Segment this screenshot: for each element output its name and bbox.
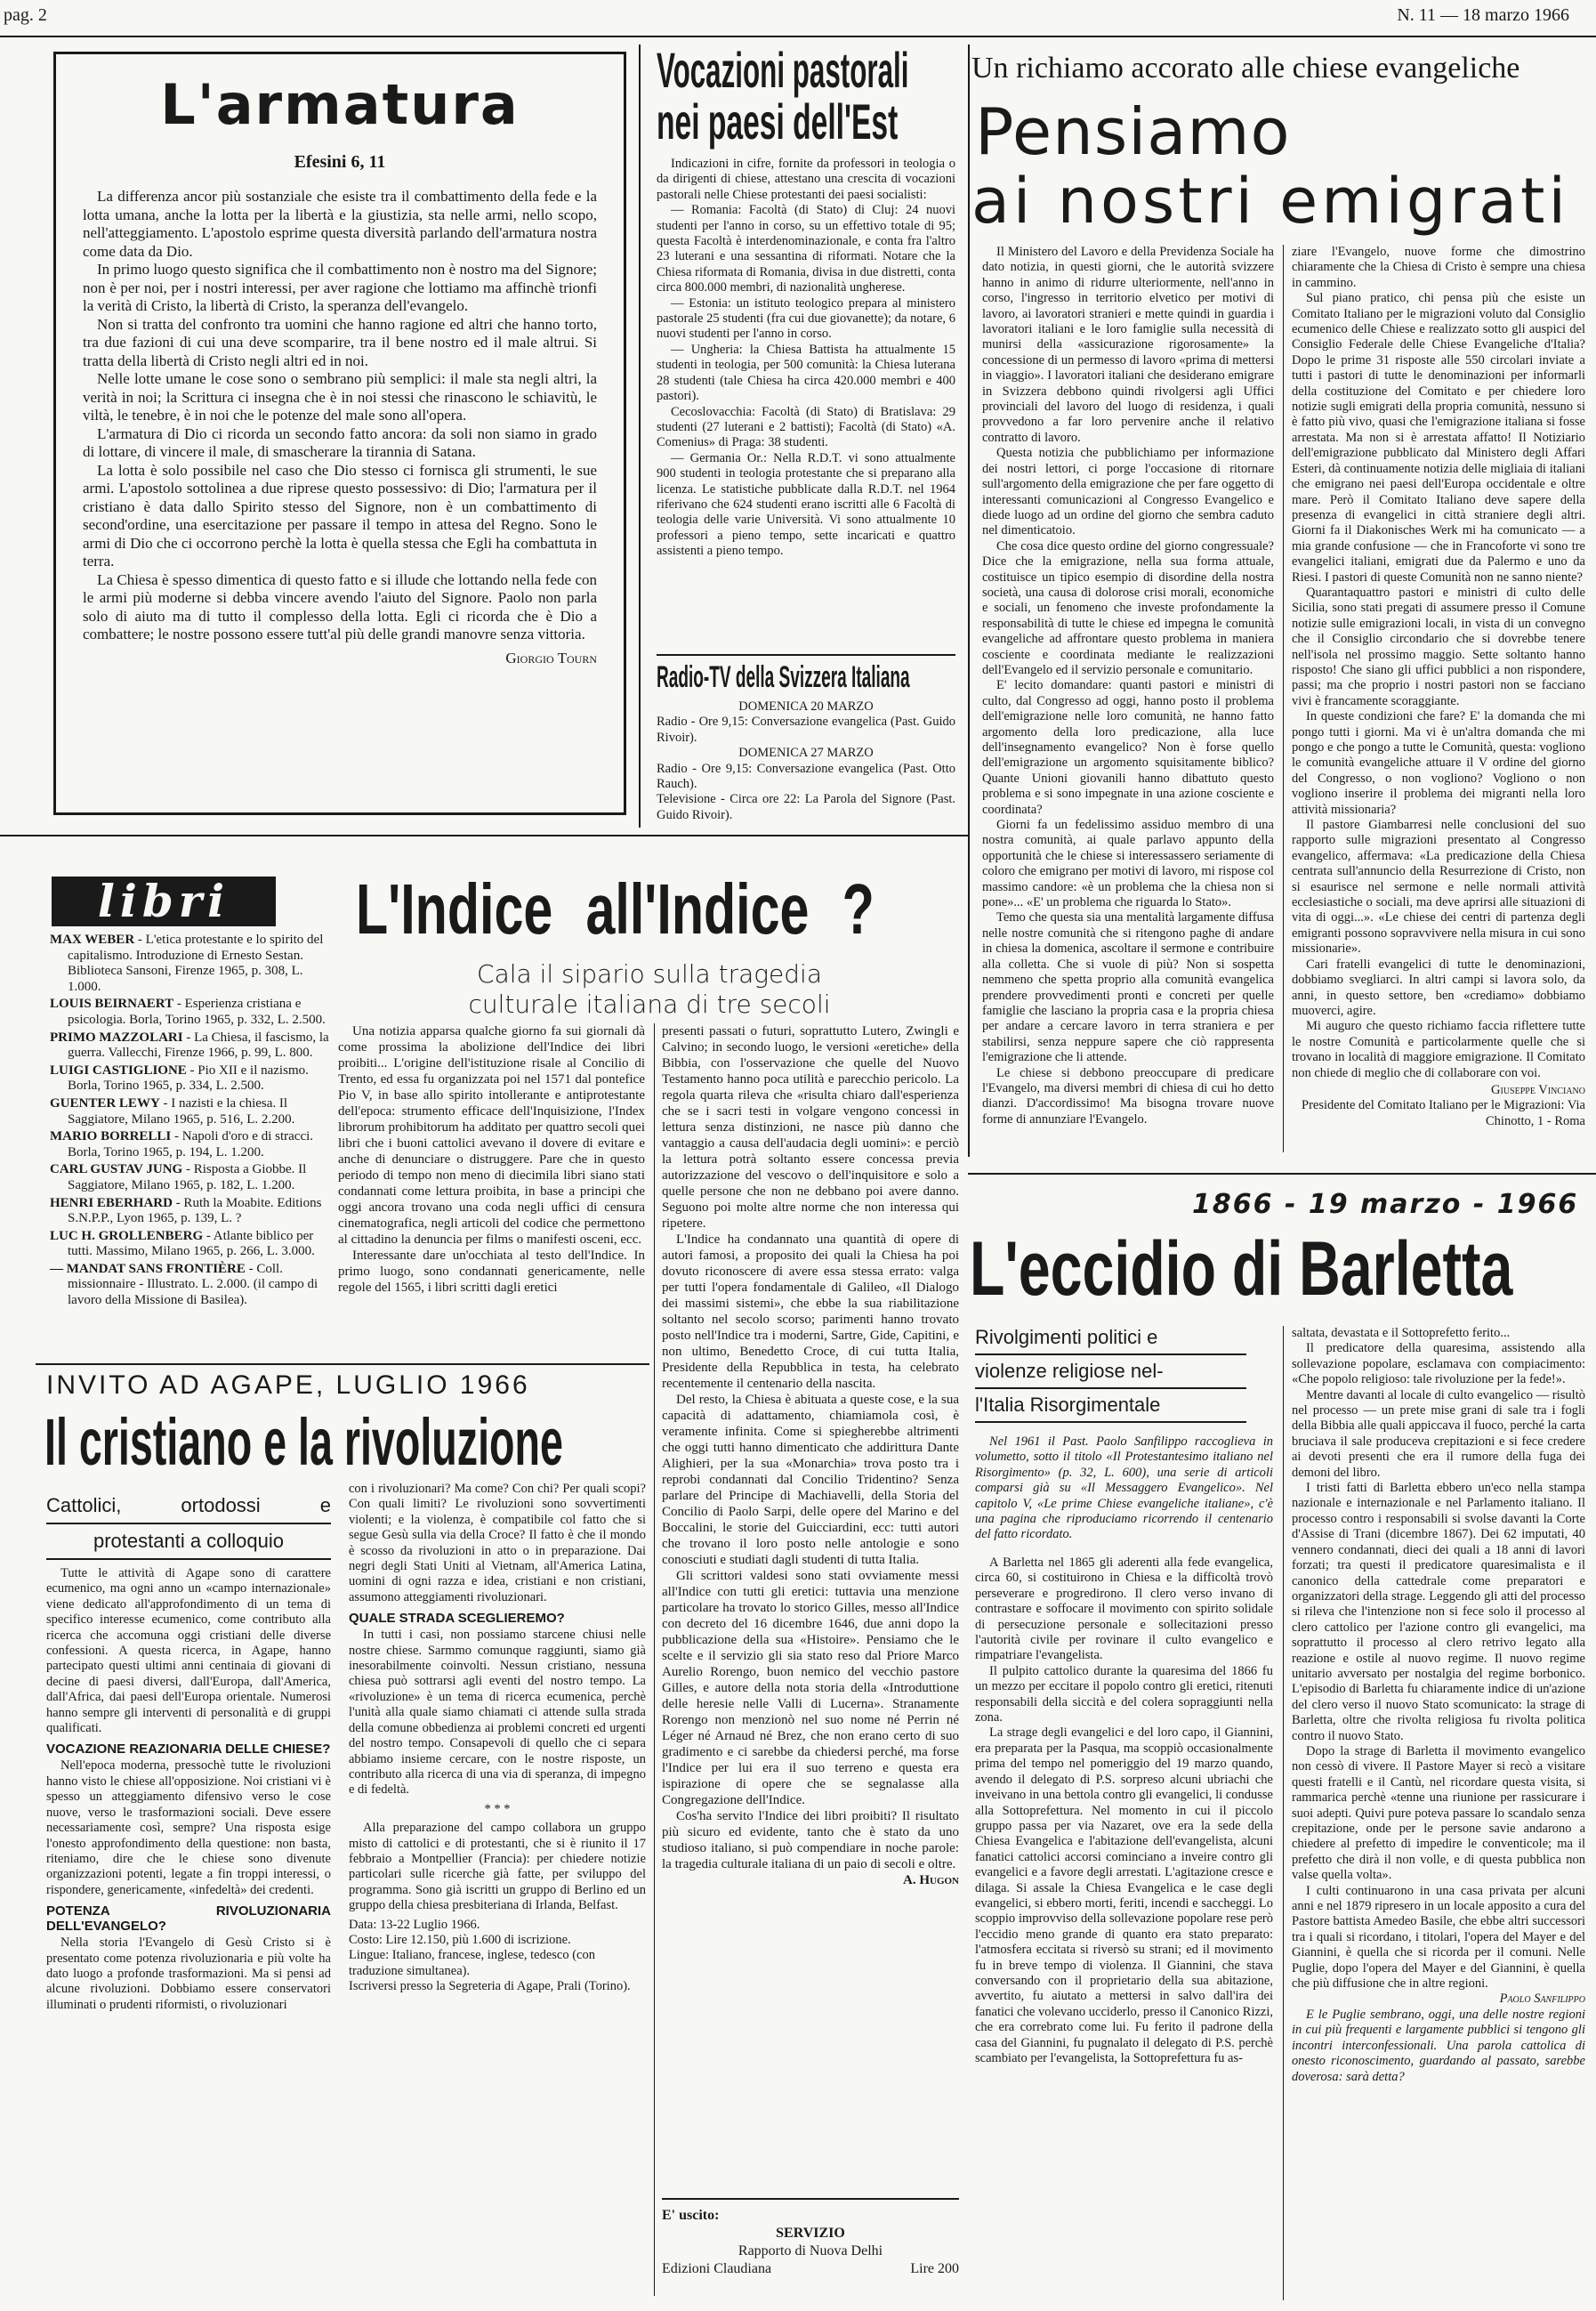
section-rule <box>0 835 968 836</box>
paragraph: — Ungheria: la Chiesa Battista ha attualmente 15 studenti in teologia, per 500 comunità: la Chiesa luterana 28 studenti (tale Chiesa ha circa 420.000 membri e 400 pastori). <box>657 342 955 404</box>
book-item: PRIMO MAZZOLARI - La Chiesa, il fascismo, la guerra. Vallecchi, Firenze 1966, p. 99, L. 800. <box>50 1030 329 1061</box>
agape-subtitle-2: protestanti a colloquio <box>46 1524 331 1560</box>
paragraph: Le chiese si debbono preoccupare di predicare l'Evangelo, ma diversi membri di chiesa di cui ho detto dianzi. D'accordissimo! Ma bisogna trovare nuove forme di annunziare l'Evangelo. <box>982 1065 1274 1127</box>
radio-date: DOMENICA 20 MARZO <box>738 699 874 714</box>
paragraph: presenti passati o futuri, soprattutto Lutero, Zwingli e Calvino; in secondo luogo, le versioni «eretiche» della Bibbia, con l'osservazione che quelle del Nuovo Testamento hanno poca utilità e parecchio pericolo. La regola quarta rileva che «risulta chiaro dall'esperienza che se i sacri testi in volgare vengono concessi in lettura senza distinzioni, ne nasce più danno che vantaggio a causa dell'audacia degli uomini»: e perciò la lettura potrà soltanto essere concessa previa autorizzazione del vescovo o dell'inquisitore e solo a quelle persone che non ne debbano poi avere danno. Seguono poi molte altre norme che non interessa qui ripetere. <box>662 1024 959 1231</box>
paragraph: E' lecito domandare: quanti pastori e ministri di culto, dal Congresso ad oggi, hanno posto il problema dell'emigrazione nelle loro comunità, ne hanno fatto argomento della loro predicazione, alla luce dell'insegnamento evangelico? Non è forse quello dell'emigrazione un argomento squisitamente biblico? Quante Unioni giovanili hanno dibattuto questo problema e si sono impegnate in una azione cosciente e coordinata? <box>982 678 1274 817</box>
emigrati-col2 <box>1292 245 1585 1129</box>
radio-title: Radio-TV della Svizzera Italiana <box>657 660 910 694</box>
paragraph: saltata, devastata e il Sottoprefetto ferito... <box>1292 1326 1511 1340</box>
paragraph: Quarantaquattro pastori e ministri di culto delle Sicilia, sono stati pregati di assumere presso il Comune notizie sulle emigrazioni locali, in vista di un convegno che il Consiglio circondario che si dovrebbe tenere nell'isola nel prossimo maggio. Sette soltanto hanno risposto! Che siano gli uffici pubblici a non rispondere, passi; ma che proprio i nostri pastori non se facciano vivi è francamente scoraggiante. <box>1292 585 1585 708</box>
barletta-col2 <box>1292 1326 1585 2085</box>
emigrati-title-2: ai nostri emigrati <box>971 165 1569 238</box>
paragraph: L'Indice ha condannato una quantità di opere di autori famosi, a proposito dei quali la Chiesa ha poi dovuto riconoscere di avere essa stessa errato: valga per tutti l'opera fondamentale di Galileo, «Il Dialogo dei massimi sistemi», che ebbe la sua riabilitazione soltanto nel secolo scorso; parimenti hanno trovato posto nell'Indice tra i moderni, Sartre, Gide, Capitini, e non ultimo, Benedetto Croce, di cui tutta Italia, Presidente della Repubblica in testa, ha celebrato recentemente il centenario della nascita. <box>662 1232 959 1391</box>
agape-info-line: Lingue: Italiano, francese, inglese, tedesco (con traduzione simultanea). <box>349 1948 595 1978</box>
barletta-title-block <box>970 1228 1592 1310</box>
paragraph: La lotta è solo possibile nel caso che Dio stesso ci fornisca gli strumenti, le sue armi. L'apostolo sottolinea a due riprese questo possessivo: di Dio; l'armatura per il cristiano è data dallo Spirito stesso del Signore, non è un combattimento di second'ordine, una esercitazione per passare il tempo in attesa del Regno. Sono le armi di Dio che ci occorrono perchè la lotta è quella stessa che Egli ha combattuta in terra. <box>83 461 597 570</box>
paragraph: Il predicatore della quaresima, assistendo alla sollevazione popolare, esclamava con compiacimento: «Che popolo religioso: tale rivoluzione per la fede!». <box>1292 1341 1585 1387</box>
paragraph: Il pulpito cattolico durante la quaresima del 1866 fu un mezzo per eccitare il popolo contro gli eretici, ritenuti responsabili della siccità e del colera sopraggiunti nella zona. <box>975 1663 1273 1725</box>
paragraph: Che cosa dice questo ordine del giorno congressuale? Dice che la emigrazione, nella sua forma attuale, costituisce un tipico esempio di disordine della nostra società, una causa di dolorose crisi morali, economiche e sociali, un fenomeno che investe profondamente la responsabilità di tutte le chiese ed impegna le comunità evangeliche ad affrontare questo problema in maniera cosciente e coordinata mediante le realizzazioni dell'Evangelo ed il servizio personale e comunitario. <box>982 538 1274 677</box>
paragraph: I culti continuarono in una casa privata per alcuni anni e nel 1879 ripresero in un locale apposito a cura del Pastore battista Amedeo Basile, che ebbe altri successori tra i quali si ricordano, i titolari, l'opera del Mayer e del Giannini, è quella che si ricorda per il comuni. Nelle Puglie, dopo l'opera del Mayer e del Giannini, è quella che più diffusione che in altre regioni. <box>1292 1883 1585 1992</box>
indice-signature: A. Hugon <box>903 1873 959 1887</box>
paragraph: Dopo la strage di Barletta il movimento evangelico non cessò di vivere. Il Pastore Mayer si recò a visitare questi fratelli e il Cantù, nel ricordare questa visita, si rammarica perchè «tenne una riunione per rassicurare i suoi adepti. Quivi pure poteva passare lo scandalo senza crepitazione, onde per le persone savie andarono a chiedere al prefetto di impedire le conventicole; ma il prefetto che dirà il non volle, e di questa pubblica non valse quella volta». <box>1292 1743 1585 1883</box>
book-item: MAX WEBER - L'etica protestante e lo spirito del capitalismo. Introduzione di Ernesto Sestan. Biblioteca Sansoni, Firenze 1965, p. 308, L. 1.000. <box>50 933 324 994</box>
paragraph: — Romania: Facoltà (di Stato) di Cluj: 24 nuovi studenti per l'anno in corso, su un effettivo totale di 95; questa Facoltà è interdenominazionale, e conta fra l'altro 23 luterani e una sessantina di riformati. Notare che la Chiesa riformata di Romania, divisa in due distretti, conta circa 800.000 membri, di nazionalità ungherese. <box>657 203 955 295</box>
uscito-block <box>662 2207 959 2278</box>
emigrati-signature-note: Presidente del Comitato Italiano per le Migrazioni: Via Chinotto, 1 - Roma <box>1302 1098 1585 1128</box>
paragraph: La strage degli evangelici e del loro capo, il Giannini, era preparata per la Pasqua, ma scoppiò occasionalmente prima del tempo nel pomeriggio del 19 marzo quando, avendo il delegato di P.S. sorpreso alcuni ubriachi che inveivano in una bettola contro gli evangelici, li condusse alla Sottoprefettura. Nel momento in cui il piccolo gruppo passa per via Nazaret, ove era la sede della Chiesa Evangelica e l'abitazione dell'evangelista, alcuni fanatici cattolici accorsi cominciano a inveire contro gli evangelici e a favore degli arrestati. L'agitazione cresce e dilaga. Si assale la Chiesa Evangelica e le case degli evangelici, si ebbero morti, feriti, incendi e saccheggi. Lo scoppio improvviso della sollevazione popolare rese però l'eccidio meno grande di quanto era stato preparato: l'atmosfera eccitata si riversò su strani; ed il movimento fu in breve tempo di violenza. Il Giannini, che stava conversando con il proprietario della sua abitazione, avvertito, fu aiutato a mettersi in salvo dall'ira dei fanatici che volevano ucciderlo, presso il Canonico Rizzi, che era correbrato come lui. Fu ferito il padrone della casa del Giannini, fu pugnalato il delegato di P.S. perchè scambiato per l'evangelista, la Sottoprefettura fu as- <box>975 1725 1273 2065</box>
section-rule <box>968 1173 1596 1175</box>
barletta-subtitle-3: l'Italia Risorgimentale <box>975 1389 1246 1423</box>
agape-info-line: Iscriversi presso la Segreteria di Agape, Prali (Torino). <box>349 1979 631 1994</box>
radio-line: Televisione - Circa ore 22: La Parola del Signore (Past. Guido Rivoir). <box>657 792 955 822</box>
column-rule <box>1283 1326 1284 2300</box>
uscito-price: Lire 200 <box>910 2261 959 2276</box>
barletta-signature: Paolo Sanfilippo <box>1499 1992 1585 2007</box>
paragraph: ziare l'Evangelo, nuove forme che dimostrino chiaramente che la Chiesa di Cristo è sempre una chiesa in cammino. <box>1292 245 1585 290</box>
paragraph: Cos'ha servito l'Indice dei libri proibiti? Il risultato più sicuro ed evidente, tanto che è stato da uno studioso italiano, si può compendiare in noche parole: la tragedia culturale italiana di un paio di secoli e oltre. <box>662 1809 959 1871</box>
page-number: pag. 2 <box>4 5 47 25</box>
radio-title-block <box>657 660 955 696</box>
paragraph: Sul piano pratico, chi pensa più che esiste un Comitato Italiano per le migrazioni voluto dal Consiglio ecumenico delle Chiese e realizzato sotto gli auspici del Consiglio Federale delle Chiese Evangeliche d'Italia? Dopo le prime 31 risposte alle 550 circolari inviate a tutti i pastori di tutte le denominazioni per informarli della costituzione del Comitato e per chiedere loro notizie sugli emigrati della propria comunità, nessuno si è fatto più vivo, quasi che l'emigrazione italiana si fosse arrestata. Ma non si è arrestata affatto! Il Notiziario dell'emigrazione pubblicato dal Ministero degli Affari Esteri, dà continuamente notizia delle migliaia di italiani che emigrano nei paesi dell'Europa occidentale e oltre mare. Però il Comitato Italiano deve sapere della presenza di evangelici in città straniere degli altri. Giorni fa il Diakonisches Werk mi ha comunicato — a mia grande confusione — che in Francoforte vi sono tre evangelici italiani, emigrati due da Palermo e uno da Riesi. I pastori di queste Comunità non ne sanno niente? <box>1292 291 1585 585</box>
indice-col1 <box>338 1023 645 1296</box>
armatura-body <box>83 188 597 667</box>
separator-stars: * * * <box>484 1801 511 1816</box>
agape-title-block <box>44 1408 649 1479</box>
column-rule <box>1283 245 1284 1152</box>
paragraph: — Estonia: un istituto teologico prepara al ministero pastorale 25 studenti (fra cui due giovanette); da notare, 6 nuovi studenti per l'anno in corso. <box>657 295 955 342</box>
agape-heading: POTENZA RIVOLUZIONARIA DELL'EVANGELO? <box>46 1903 331 1935</box>
barletta-subtitle-1: Rivolgimenti politici e <box>975 1321 1246 1355</box>
radio-line: Radio - Ore 9,15: Conversazione evangelica (Past. Otto Rauch). <box>657 761 955 792</box>
paragraph: Cari fratelli evangelici di tutte le denominazioni, dobbiamo svegliarci. In altri campi si lavora solo, da anni, in questo settore, ben «crediamo» dobbiamo muoverci, agire. <box>1292 957 1585 1018</box>
paragraph: Mentre davanti al locale di culto evangelico — risultò nel processo — un prete mise grani di sale tra i fogli della Bibbia alle quali appiccava il fuoco, perché la carta bruciava il sale produceva crepitazioni e si fece credere ai devoti presenti che era il rumore della fuga dei demoni del libro. <box>1292 1387 1585 1480</box>
paragraph: Alla preparazione del campo collabora un gruppo misto di cattolici e di protestanti, che si è riunito il 17 febbraio a Montpellier (Francia): per chiedere notizie particolari sulle ricerche già fatte, per sviluppo del programma. Sono già iscritti un gruppo di Berlino ed un gruppo della chiesa presbiteriana di Irlanda, Belfast. <box>349 1821 646 1913</box>
paragraph: L'armatura di Dio ci ricorda un secondo fatto ancora: da soli non siamo in grado di lottare, di vincere il male, di smascherare la tirannia di Satana. <box>83 424 597 460</box>
agape-info-line: Costo: Lire 12.150, più 1.600 di iscrizione. <box>349 1932 571 1947</box>
libri-logo: libri <box>52 877 276 926</box>
radio-date: DOMENICA 27 MARZO <box>738 746 874 761</box>
paragraph: La Chiesa è spesso dimentica di questo fatto e si illude che lottando nella fede con le armi più moderne si debba vincere avendo l'aiuto del Signore. Paolo non parla solo di aiuto ma di tutto il complesso della lotta. Egli ci ricorda che è Dio a combattere; le nostre possono essere tutt'al più delle grandi manovre senza vittoria. <box>83 570 597 642</box>
indice-subtitle-2: culturale italiana di tre secoli <box>468 990 831 1019</box>
paragraph: Indicazioni in cifre, fornite da professori in teologia o da dirigenti di chiese, attestano una crescita di vocazioni pastorali nelle Chiese protestanti dei paesi socialisti: <box>657 157 955 202</box>
paragraph: La differenza ancor più sostanziale che esiste tra il combattimento della fede e la lotta umana, anche la lotta per la libertà e la giustizia, sta nelle armi, nello scopo, nell'atteggiamento. L'apostolo esprime questa diversità parlando dell'armatura nostra come data da Dio. <box>83 188 597 260</box>
paragraph: Interessante dare un'occhiata al testo dell'Indice. In primo luogo, sono condannati genericamente, nelle regole del 1565, i libri scritti dagli eretici <box>338 1248 645 1295</box>
vocazioni-title-block <box>657 44 955 151</box>
emigrati-col1 <box>982 245 1274 1127</box>
agape-heading: QUALE STRADA SCEGLIEREMO? <box>349 1611 565 1627</box>
book-item: GUENTER LEWY - I nazisti e la chiesa. Il Saggiatore, Milano 1965, p. 516, L. 2.200. <box>50 1095 295 1127</box>
radio-line: Radio - Ore 9,15: Conversazione evangelica (Past. Guido Rivoir). <box>657 715 955 745</box>
agape-kicker: INVITO AD AGAPE, LUGLIO 1966 <box>46 1370 530 1400</box>
barletta-subtitle-2: violenze religiose nel- <box>975 1355 1246 1389</box>
book-item: LUIGI CASTIGLIONE - Pio XII e il nazismo. Borla, Torino 1965, p. 334, L. 2.500. <box>50 1063 309 1094</box>
uscito-pub-row <box>662 2260 959 2278</box>
armatura-box <box>53 52 626 815</box>
paragraph: Una notizia apparsa qualche giorno fa sui giornali dà come prossima la abolizione dell'Indice dei libri proibiti... L'origine dell'istituzione risale al Concilio di Trento, ed essa fu organizzata poi nel 1571 dal pontefice Pio V, in base allo spirito intollerante e antiprotestante dell'epoca: strumento efficace dell'Inquisizione, l'Index librorum prohibitorum ha additato per quattro secoli quei libri che i buoni cattolici avevano il dovere di evitare e anche di denunciare o distruggere. Pare che in questo periodo di tempo non meno di diecimila libri siano stati condannati come lettura proibita, in base a principi che oggi ancora trovano una coda negli uffici di censura cinematografica, negli articoli del codice che permettono al cittadino la denuncia per films o manifesti osceni, ecc. <box>338 1024 645 1247</box>
column-rule <box>968 44 970 1157</box>
radio-rule <box>657 654 955 656</box>
indice-subtitle-1: Cala il sipario sulla tragedia <box>477 959 822 989</box>
libri-list <box>50 933 336 1311</box>
paragraph: Nella storia l'Evangelo di Gesù Cristo si è presentato come potenza rivoluzionaria e più volte ha dato luogo a profonde trasformazioni. Ma si pensi ad alcune rivoluzioni. Dobbiamo essere conservatori illuminati o prudenti riformisti, o rivoluzionari <box>46 1935 331 2012</box>
uscito-publisher: Edizioni Claudiana <box>662 2261 772 2276</box>
uscito-title: SERVIZIO <box>776 2226 845 2241</box>
book-item: CARL GUSTAV JUNG - Risposta a Giobbe. Il Saggiatore, Milano 1965, p. 182, L. 1.200. <box>50 1162 307 1192</box>
paragraph: Il pastore Giambarresi nelle conclusioni del suo rapporto sulle migrazioni presentato al Congresso evangelico, affermava: «La predicazione della Chiesa centrata sull'annuncio della Resurrezione di Cristo, non si esaurisce nel sermone e nelle normali attività ecclesiastiche o sociali, ma deve aprirsi alle situazioni di vita di oggi...». «Le chiese dei centri di partenza degli emigranti possono sopravvivere nella misura in cui sono missionarie». <box>1292 818 1585 957</box>
barletta-subtitle <box>975 1321 1246 1423</box>
paragraph: E le Puglie sembrano, oggi, una delle nostre regioni in cui più frequenti e largamente pubblici si tengono gli incontri interconfessionali. Una parola cattolica di onesto riconoscimento, guardando al passato, sarebbe doverosa: sarà detta? <box>1292 2007 1585 2084</box>
paragraph: In primo luogo questo significa che il combattimento non è nostro ma del Signore; non è per noi, per i nostri interessi, per aver ragione che lottiamo ma affinchè trionfi la verità di Cristo, la libertà di Cristo, la speranza dell'evangelo. <box>83 261 597 314</box>
header-rule <box>0 36 1596 37</box>
book-item: HENRI EBERHARD - Ruth la Moabite. Editions S.N.P.P., Lyon 1965, p. 139, L. ? <box>50 1195 322 1226</box>
paragraph: Questa notizia che pubblichiamo per informazione dei nostri lettori, ci porge l'occasione di ritornare sull'argomento della emigrazione che per fare oggetto di interessanti comunicazioni al Congresso Evangelico e diede luogo ad un ordine del giorno che sembra caduto nel dimenticatoio. <box>982 446 1274 538</box>
agape-col2 <box>349 1482 646 1995</box>
indice-title-block <box>356 870 961 950</box>
barletta-title: L'eccidio di Barletta <box>970 1228 1513 1310</box>
paragraph: — Germania Or.: Nella R.D.T. vi sono attualmente 900 studenti in teologia protestante che si preparano alla licenza. Le statistiche pubblicate dalla R.D.T. nel 1964 riferivano che 624 studenti erano iscritti alle 6 Facoltà di teologia delle varie Università. Vi sono attualmente 10 professori a pieno tempo, sette incaricati e quattro assistenti a pieno tempo. <box>657 450 955 559</box>
paragraph: In queste condizioni che fare? E' la domanda che mi pongo tutti i giorni. Ma vi è un'altra domanda che mi pongo e che pongo a tutte le Comunità, questa: vogliono le comunità evangeliche attuare il V ordine del giorno del Congresso, o non vogliono? Vogliono o non vogliono inserire il problema dei migranti nella loro attività missionaria? <box>1292 709 1585 817</box>
uscito-label: E' uscito: <box>662 2208 720 2223</box>
agape-info <box>349 1918 646 1995</box>
barletta-col1 <box>975 1555 1273 2066</box>
vocazioni-body <box>657 157 955 560</box>
paragraph: Giorni fa un fedelissimo assiduo membro di una nostra comunità, ai quale parlavo appunto della opportunità che le chiese si interessassero seriamente di coloro che emigrano per motivi di lavoro, mi rispose col massimo candore: «è un problema che la chiesa non si pone»... «E' un problema che riguarda lo Stato». <box>982 818 1274 910</box>
paragraph: Temo che questa sia una mentalità largamente diffusa nelle nostre comunità che si ritengono paghe di andare in chiesa la domenica, ascoltare il sermone e contribuire alla colletta. Che si vuole di più? Non si sospetta nemmeno che spetta proprio alla comunità evangelica prendere provvedimenti pronti e concreti per quelle famiglie che lasciano la propria casa e la propria chiesa per andare a cercare lavoro in terra straniera e per stabilirsi, senza neppure sapere che ciò rappresenta l'emigrazione che li attende. <box>982 910 1274 1065</box>
paragraph: In tutti i casi, non possiamo starcene chiusi nelle nostre chiese. Sarmmo comunque raggiunti, siamo già inesorabilmente coinvolti. Nessun cristiano, nessuna chiesa può sottrarsi agli eventi del nostro tempo. La «rivoluzione» è un tema di ricerca ecumenica, perchè l'unità alla quale siamo chiamati ci attende sulla strada della comune obbedienza ai problemi concreti ed urgenti del nostro tempo. Consapevoli di quello che ci separa abbiamo insieme cercare, con le nostre risposte, un contributo alla ricerca di una via di speranza, di impegno e di fedeltà. <box>349 1628 646 1798</box>
agape-col1 <box>46 1566 331 2013</box>
emigrati-kicker: Un richiamo accorato alle chiese evangeliche <box>971 52 1520 85</box>
book-item: LOUIS BEIRNAERT - Esperienza cristiana e psicologia. Borla, Torino 1965, p. 332, L. 2.500. <box>50 997 326 1027</box>
armatura-ref: Efesini 6, 11 <box>294 152 386 172</box>
agape-heading: VOCAZIONE REAZIONARIA DELLE CHIESE? <box>46 1741 331 1757</box>
agape-subtitle-1: Cattolici, ortodossi e <box>46 1489 331 1524</box>
paragraph: Gli scrittori valdesi sono stati ovviamente messi all'Indice con tutti gli eretici: tuttavia una menzione particolare ha trovato lo storico Gilles, messo all'Indice con decreto del 16 dicembre 1646, due anni dopo la pubblicazione della sua «Histoire». Pensiamo che le scelte e il servizio gli sia stato reso dal Priore Marco Aurelio Rorengo, buon nemico del vecchio pastore Gilles, e autore della nota storia della «Introduttione delle heresie nelle Valli di Lucerna». Stranamente Rorengo non menzionò nel suo nome né Perrin né Léger né Arnaud né Brez, che non erano certo di suo gradimento e ci sarebbe da chiedersi perché, ma forse l'Indice per lui era il suo terreno e questa era ispirazione di opere che se segnalasse alla Congregazione dell'Indice. <box>662 1569 959 1807</box>
emigrati-signature: Giuseppe Vinciano <box>1491 1082 1585 1097</box>
book-item: LUC H. GROLLENBERG - Atlante biblico per tutti. Massimo, Milano 1965, p. 266, L. 3.000. <box>50 1228 315 1259</box>
barletta-intro <box>975 1434 1273 1543</box>
indice-title: L'Indice all'Indice ? <box>356 870 875 949</box>
paragraph: A Barletta nel 1865 gli aderenti alla fede evangelica, circa 60, si costituirono in Chiesa e la difficoltà trovò perseverare e progredirono. Il clero verso invano di contrastare e soffocare il movimento con spirito solidale di persecuzione personale e sollecitazioni presso l'autorità civile per rovinare il culto evangelico e rimpatriare l'evangelista. <box>975 1555 1273 1663</box>
paragraph: Cecoslovacchia: Facoltà (di Stato) di Bratislava: 29 studenti (27 luterani e 2 battisti); Facoltà (di Stato) «A. Comenius» di Praga: 38 studenti. <box>657 404 955 450</box>
armatura-signature: Giorgio Tourn <box>505 649 597 667</box>
agape-title: Il cristiano e la rivoluzione <box>44 1408 563 1479</box>
indice-subtitle <box>383 959 916 1020</box>
column-rule <box>654 1023 655 2296</box>
paragraph: con i rivoluzionari? Ma come? Con chi? Per quali scopi? Con quali limiti? Le rivoluzioni sono sovvertimenti violenti; e la violenza, è compatibile col fatto che si segue Gesù sulla via della Croce? Il fatto è che il mondo è scosso da rivoluzioni in atto o in preparazione. Dai negri degli Stati Uniti al Vietnam, all'America Latina, uomini di ogni razza e idea, cristiani e non cristiani, assumono atteggiamenti rivoluzionari. <box>349 1482 646 1604</box>
paragraph: Il Ministero del Lavoro e della Previdenza Sociale ha dato notizia, in questi giorni, che le autorità svizzere hanno in animo di ridurre ulteriormente, nell'anno in corso, l'ingresso in territorio elvetico per motivi di lavoro, ai lavoratori stranieri e mette quindi in guardia i lavoratori italiani e le loro famiglie sulla necessità di munirsi della «assicurazione rigorosamente» la concessione di un permesso di lavoro «prima di mettersi in viaggio». I lavoratori italiani che desiderano emigrare in Svizzera debbono quindi rivolgersi agli Uffici provinciali del lavoro del luogo di residenza, i quali provvedono a far loro pervenire anche il relativo contratto di lavoro. <box>982 245 1274 445</box>
agape-subtitle <box>46 1489 331 1560</box>
barletta-kicker: 1866 - 19 marzo - 1966 <box>1192 1189 1579 1220</box>
section-rule <box>36 1363 649 1365</box>
paragraph: Nelle lotte umane le cose sono o sembrano più semplici: il male sta negli altri, la verità in noi; la Scrittura ci insegna che è in noi stessi che rinascono le schiavitù, le viltà, le tenebre, è in noi che le potenze del male sono all'opera. <box>83 370 597 424</box>
book-item: — MANDAT SANS FRONTIÈRE - Coll. missionnaire - Illustrato. L. 2.000. (il campo di lavoro della Missione di Basilea). <box>50 1261 318 1308</box>
agape-info-line: Data: 13-22 Luglio 1966. <box>349 1917 480 1932</box>
uscito-sub: Rapporto di Nuova Delhi <box>738 2243 883 2258</box>
emigrati-title-1: Pensiamo <box>975 94 1291 169</box>
indice-col2 <box>662 1023 959 1888</box>
paragraph: Non si tratta del confronto tra uomini che hanno ragione ed altri che hanno torto, tra due fazioni di cui una deve scomparire, tra il bene nostro ed il male altrui. Si tratta della libertà di Cristo negli altri ed in noi. <box>83 315 597 369</box>
paragraph: Nel 1961 il Past. Paolo Sanfilippo raccoglieva in volumetto, sotto il titolo «Il Protestantesimo italiano nel Risorgimento» (p. 32, L. 600), una serie di articoli comparsi già su «Il Messaggero Evangelico». Nel capitolo V, «Le prime Chiese evangeliche italiane», c'è una pagina che riproduciamo ricorrendo il centenario del fatto ricordato. <box>975 1434 1273 1542</box>
paragraph: Mi auguro che questo richiamo faccia riflettere tutte le nostre Comunità e particolarmente quelle che si trovano in località di maggiore emigrazione. Il Comitato non chiede di meglio che di collaborare con voi. <box>1292 1019 1585 1080</box>
paragraph: Del resto, la Chiesa è abituata a queste cose, e la sua capacità di adattamento, chiamiamola così, è veramente infinita. Come si spiegherebbe altrimenti che oggi tutti hanno dimenticato che addirittura Dante Alighieri, per la sua «Monarchia» trova posto tra i reprobi condannati dal Concilio Tridentino? Senza parlare del Principe di Machiavelli, della Storia del Concilio di Paolo Sarpi, delle opere del Marino e del Boccalini, le storie del Guicciardini, ecc: tutti autori che trovano il loro posto nelle antologie e sono conosciuti e studiati dagli studenti di tutta Italia. <box>662 1393 959 1567</box>
radio-body <box>657 699 955 823</box>
book-item: MARIO BORRELLI - Napoli d'oro e di stracci. Borla, Torino 1965, p. 194, L. 1.200. <box>50 1129 314 1160</box>
issue-date: N. 11 — 18 marzo 1966 <box>1397 5 1569 25</box>
column-rule <box>639 44 641 828</box>
vocazioni-title-2: nei paesi dell'Est <box>657 93 899 149</box>
vocazioni-title-1: Vocazioni pastorali <box>657 44 909 98</box>
paragraph: I tristi fatti di Barletta ebbero un'eco nella stampa nazionale e internazionale e nel Parlamento italiano. Il processo contro i responsabili si svolse davanti la Corte d'Assise di Trani (dicembre 1867). Dei 62 imputati, 40 vennero condannati, dieci dei quali a 18 anni di lavori forzati; tra questi il predicatore quaresimalista e il canonico della cattedrale come preparatori e organizzatori della strage. Leggendo gli atti del processo si rileva che l'intenzione non si fece solo il processo al clero cattolico per l'azione contro gli evangelici, ma soprattutto il processo al clero retrivo legato alla reazione e ostile al nuovo regime. Il nuovo regime unitario avversato per nostalgia del regime borbonico. L'episodio di Barletta fu chiaramente indice di un'azione del clero verso il nuovo Stato scomunicato: la strage di Barletta, oltre che rivolta religiosa fu rivolta politica contro il nuovo Stato. <box>1292 1481 1585 1743</box>
paragraph: Nell'epoca moderna, pressochè tutte le rivoluzioni hanno visto le chiese all'opposizione. Noi cristiani vi è spesso un atteggiamento difensivo verso le cose nuove, verso le trasformazioni sociali. Deve essere necessariamente così, sempre? Una risposta esige l'onesto approfondimento della questione: non basta, riteniamo, dire che le chiese sono divenute organizzazioni potenti, legate a fin troppi interessi, o rispondere, genericamente, «infedeltà» dei credenti. <box>46 1758 331 1897</box>
uscito-rule <box>662 2198 959 2200</box>
paragraph: Tutte le attività di Agape sono di carattere ecumenico, ma ogni anno un «campo internazionale» viene dedicato all'approfondimento di un tema di specifico interesse ecumenico, come contributo alla ricerca che accomuna oggi cristiani delle diverse confessioni. A questa ricerca, in Agape, hanno partecipato questi ultimi anni centinaia di giovani di decine di paesi diversi, dall'Europa, dall'America, dall'Africa, dai paesi dell'Europa orientale. Numerosi hanno sempre gli interventi di personalità e di gruppi qualificati. <box>46 1566 331 1736</box>
armatura-title: L'armatura <box>160 72 520 137</box>
